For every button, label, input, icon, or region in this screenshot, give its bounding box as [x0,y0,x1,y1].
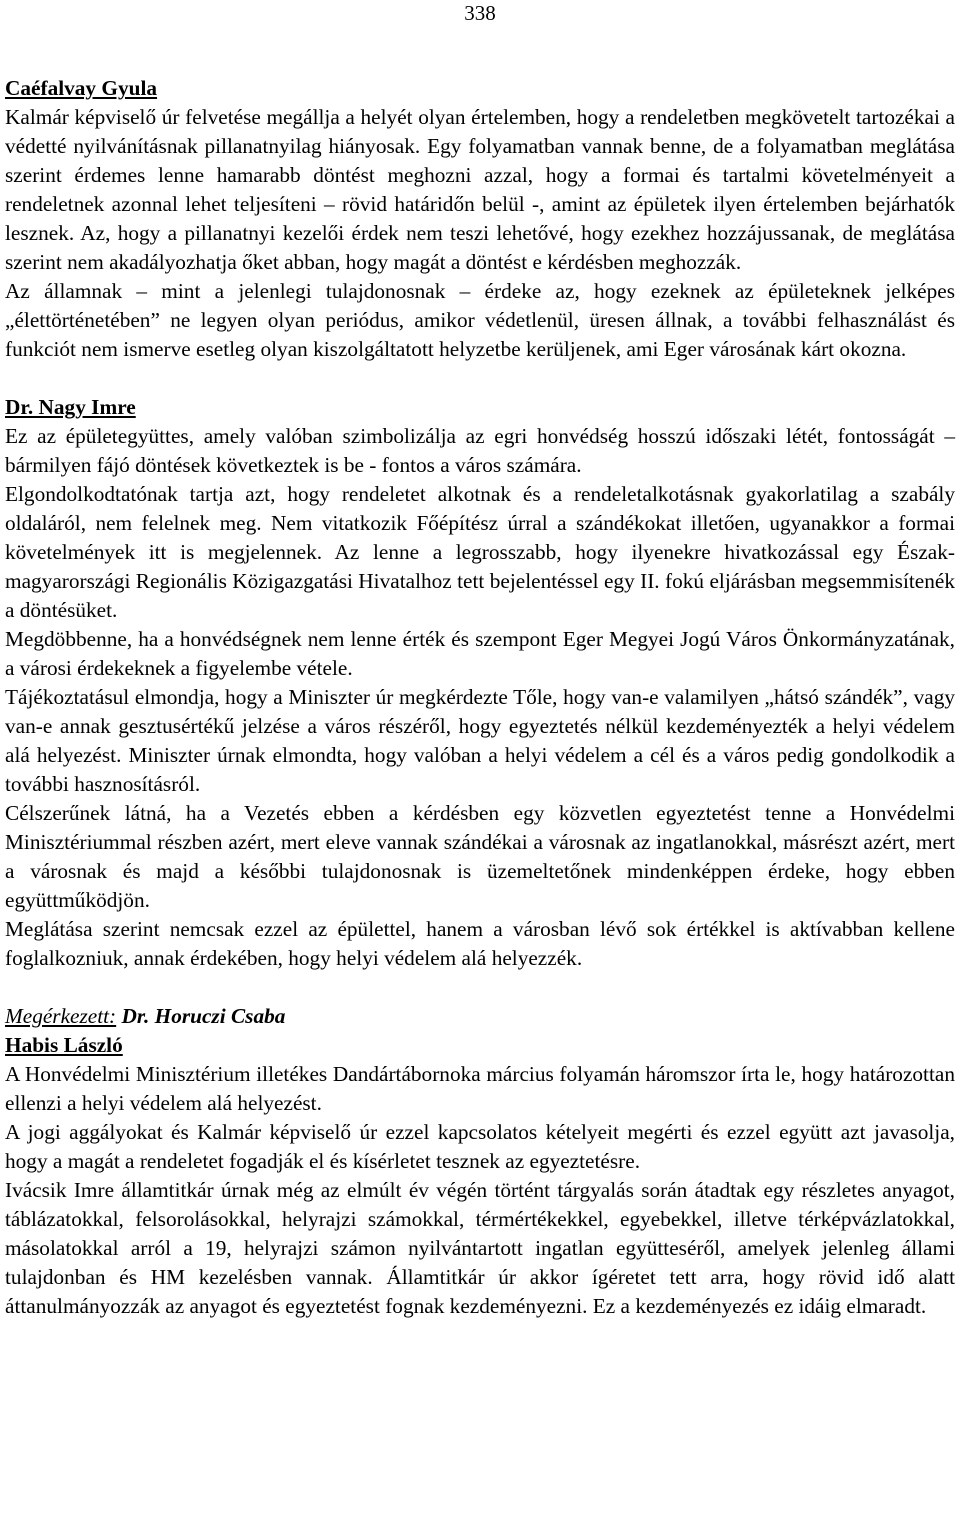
arrival-name: Dr. Horuczi Csaba [121,1004,286,1028]
paragraph: Az államnak – mint a jelenlegi tulajdonosnak – érdeke az, hogy ezeknek az épületeknek jelképes „élettörténetében” ne legyen olyan periódus, amikor védetlenül, üresen állnak, a további felhasználást és funkciót nem ismerve esetleg olyan kiszolgáltatott helyzetbe kerüljenek, ami Eger városának kárt okozna. [5,279,955,361]
paragraph: Megdöbbenne, ha a honvédségnek nem lenne érték és szempont Eger Megyei Jogú Város Önkormányzatának, a városi érdekeknek a figyelembe vétele. [5,627,955,680]
paragraph: Tájékoztatásul elmondja, hogy a Miniszter úr megkérdezte Tőle, hogy van-e valamilyen „hátsó szándék”, vagy van-e annak gesztusértékű jelzése a város részéről, hogy egyeztetés nélkül kezdeményezték a helyi védelem alá helyezést. Miniszter úrnak elmondta, hogy valóban a helyi védelem a cél és a város pedig gondolkodik a további hasznosításról. [5,685,955,796]
paragraph: Célszerűnek látná, ha a Vezetés ebben a kérdésben egy közvetlen egyeztetést tenne a Honvédelmi Minisztériummal részben azért, mert eleve vannak szándékai a városnak az ingatlanokkal, másrészt azért, mert a városnak és majd a későbbi tulajdonosnak is üzemeltetőnek mindenképpen érdeke, hogy ebben együttműködjön. [5,801,955,912]
paragraph: Elgondolkodtatónak tartja azt, hogy rendeletet alkotnak és a rendeletalkotásnak gyakorlatilag a szabály oldaláról, nem felelnek meg. Nem vitatkozik Főépítész úrral a szándékokat illetően, ugyanakkor a formai követelmények itt is megjelennek. Az lenne a legrosszabb, hogy ilyenekre hivatkozással egy Észak-magyarországi Regionális Közigazgatási Hivatalhoz tett bejelentéssel egy II. fokú eljárásban megsemmisítenék a döntésüket. [5,482,955,622]
page-number: 338 [464,1,496,25]
speaker-section [5,74,955,364]
speaker-section [5,393,955,973]
arrival-label: Megérkezett: [5,1004,117,1028]
section-spacer [5,973,955,1002]
document-body [5,74,955,1321]
speaker-name: Dr. Nagy Imre [5,395,136,419]
paragraph: A Honvédelmi Minisztérium illetékes Dandártábornoka március folyamán háromszor írta le, hogy határozottan ellenzi a helyi védelem alá helyezést. [5,1062,955,1115]
arrival-note [5,1002,955,1031]
paragraph: A jogi aggályokat és Kalmár képviselő úr ezzel kapcsolatos kételyeit megérti és ezzel együtt azt javasolja, hogy a magát a rendeletet fogadják el és kísérletet tesznek az egyeztetésre. [5,1120,955,1173]
speaker-name: Caéfalvay Gyula [5,76,158,100]
paragraph: Kalmár képviselő úr felvetése megállja a helyét olyan értelemben, hogy a rendeletben megkövetelt tartozékai a védetté nyilvánításnak pillanatnyilag hiányosak. Egy folyamatban vannak benne, de a folyamatban meglátása szerint érdemes lenne hamarabb döntést meghozni azzal, hogy a formai és tartalmi követelményeit a rendeletnek azonnal lehet teljesíteni – rövid határidőn belül -, amint az épületek ilyen értelemben bejárhatók lesznek. Az, hogy a pillanatnyi kezelői érdek nem teszi lehetővé, hogy ezekhez hozzájussanak, de meglátása szerint nem akadályozhatja őket abban, hogy magát a döntést e kérdésben meghozzák. [5,105,955,274]
section-spacer [5,364,955,393]
paragraph: Ez az épületegyüttes, amely valóban szimbolizálja az egri honvédség hosszú időszaki létét, fontosságát – bármilyen fájó döntések következtek is be - fontos a város számára. [5,424,955,477]
speaker-section [5,1031,955,1321]
speaker-name: Habis László [5,1033,123,1057]
paragraph: Ivácsik Imre államtitkár úrnak még az elmúlt év végén történt tárgyalás során átadtak egy részletes anyagot, táblázatokkal, felsorolásokkal, helyrajzi számokkal, térmértékekkel, egyebekkel, illetve térképvázlatokkal, másolatokkal arról a 19, helyrajzi számon nyilvántartott ingatlan együtteséről, amelyek jelenleg állami tulajdonban és HM kezelésben vannak. Államtitkár úr akkor ígéretet tett arra, hogy rövid idő alatt áttanulmányozzák az anyagot és egyeztetést fognak kezdeményezni. Ez a kezdeményezés ez idáig elmaradt. [5,1178,955,1318]
paragraph: Meglátása szerint nemcsak ezzel az épülettel, hanem a városban lévő sok értékkel is aktívabban kellene foglalkozniuk, annak érdekében, hogy helyi védelem alá helyezzék. [5,917,955,970]
